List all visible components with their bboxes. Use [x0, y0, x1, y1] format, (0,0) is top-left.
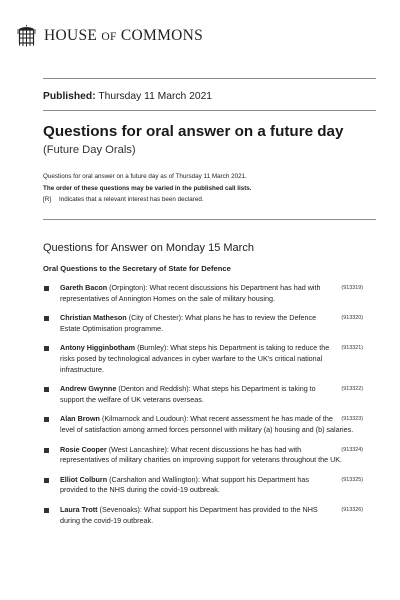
question-item — [43, 445, 363, 466]
interest-tag: [R] — [43, 196, 52, 203]
section-heading: Questions for Answer on Monday 15 March — [43, 242, 254, 254]
interest-text: Indicates that a relevant interest has been declared. — [59, 196, 204, 203]
question-item — [43, 475, 363, 496]
question-text: What recent discussions he has had with representatives of military charities on improving support for veterans throughout the UK. — [60, 444, 343, 465]
intro-line: Questions for oral answer on a future day as of Thursday 11 March 2021. — [43, 173, 247, 180]
member-constituency: (Burnley): — [137, 343, 169, 353]
bullet-icon — [44, 316, 49, 321]
member-name: Alan Brown — [60, 414, 100, 424]
member-name: Rosie Cooper — [60, 444, 107, 454]
published-rule — [43, 110, 376, 111]
member-name: Laura Trott — [60, 504, 98, 514]
question-item — [43, 283, 363, 304]
question-ref: (913319) — [341, 285, 363, 291]
house-of: OF — [101, 30, 117, 43]
question-item — [43, 343, 363, 375]
member-constituency: (Denton and Reddish): — [118, 384, 191, 394]
question-text: What support his Department has provided to the NHS during the covid-19 outbreak. — [60, 504, 318, 525]
questions-list — [43, 283, 363, 535]
published-line — [43, 91, 212, 102]
page-header — [17, 24, 203, 47]
question-text: What steps his Department is taking to support the welfare of UK veterans overseas. — [60, 384, 316, 404]
question-item — [43, 505, 363, 526]
member-name: Antony Higginbotham — [60, 343, 136, 353]
intro-rule — [43, 219, 376, 220]
question-text: What recent discussions his Department has had with representatives of Annington Homes on the sale of military housing. — [60, 283, 321, 303]
bullet-icon — [44, 346, 49, 351]
bullet-icon — [44, 508, 49, 513]
bullet-icon — [44, 478, 49, 483]
bullet-icon — [44, 387, 49, 392]
member-constituency: (West Lancashire): — [108, 444, 169, 454]
portcullis-logo-icon — [17, 24, 36, 47]
member-constituency: (Sevenoaks): — [99, 504, 142, 514]
top-rule — [43, 78, 376, 79]
question-item — [43, 414, 363, 435]
page-subtitle: (Future Day Orals) — [43, 144, 136, 156]
question-item — [43, 384, 363, 405]
member-constituency: (Carshalton and Wallington): — [109, 474, 200, 484]
published-label: Published: — [43, 91, 96, 102]
published-date: Thursday 11 March 2021 — [98, 91, 213, 102]
interest-note — [43, 194, 252, 206]
member-constituency: (Kilmarnock and Loudoun): — [101, 414, 189, 424]
bullet-icon — [44, 286, 49, 291]
page-title: Questions for oral answer on a future day — [43, 123, 344, 140]
house-prefix: HOUSE — [44, 26, 98, 44]
house-suffix: COMMONS — [120, 26, 204, 44]
member-name: Andrew Gwynne — [60, 384, 117, 394]
member-name: Elliot Colburn — [60, 474, 108, 484]
member-name: Christian Matheson — [60, 313, 127, 323]
member-constituency: (Orpington): — [109, 283, 148, 292]
order-note: The order of these questions may be varied in the published call lists. — [43, 184, 252, 192]
question-ref: (913323) — [341, 416, 363, 423]
question-text: What steps his Department is taking to reduce the risks posed by technological advances in cyber warfare to the UK's critical national infrastructure. — [60, 343, 330, 374]
subsection-heading: Oral Questions to the Secretary of State for Defence — [43, 264, 231, 273]
question-ref: (913326) — [341, 506, 363, 513]
intro-notes — [43, 171, 252, 206]
question-text: What plans he has to review the Defence Estate Optimisation programme. — [60, 313, 317, 333]
question-ref: (913322) — [341, 386, 363, 393]
question-ref: (913321) — [341, 345, 363, 352]
bullet-icon — [44, 448, 49, 453]
question-text: What recent assessment he has made of the level of satisfaction among armed forces personnel with military (a) housing and (b) salaries. — [60, 414, 354, 434]
member-constituency: (City of Chester): — [128, 313, 184, 323]
bullet-icon — [44, 417, 49, 422]
question-item — [43, 313, 363, 334]
question-ref: (913325) — [341, 476, 363, 483]
question-ref: (913324) — [341, 446, 363, 453]
question-ref: (913320) — [341, 315, 363, 322]
question-text: What support his Department has provided to the NHS during the covid-19 outbreak. — [60, 474, 310, 495]
member-name: Gareth Bacon — [60, 283, 108, 292]
house-title — [44, 27, 203, 45]
